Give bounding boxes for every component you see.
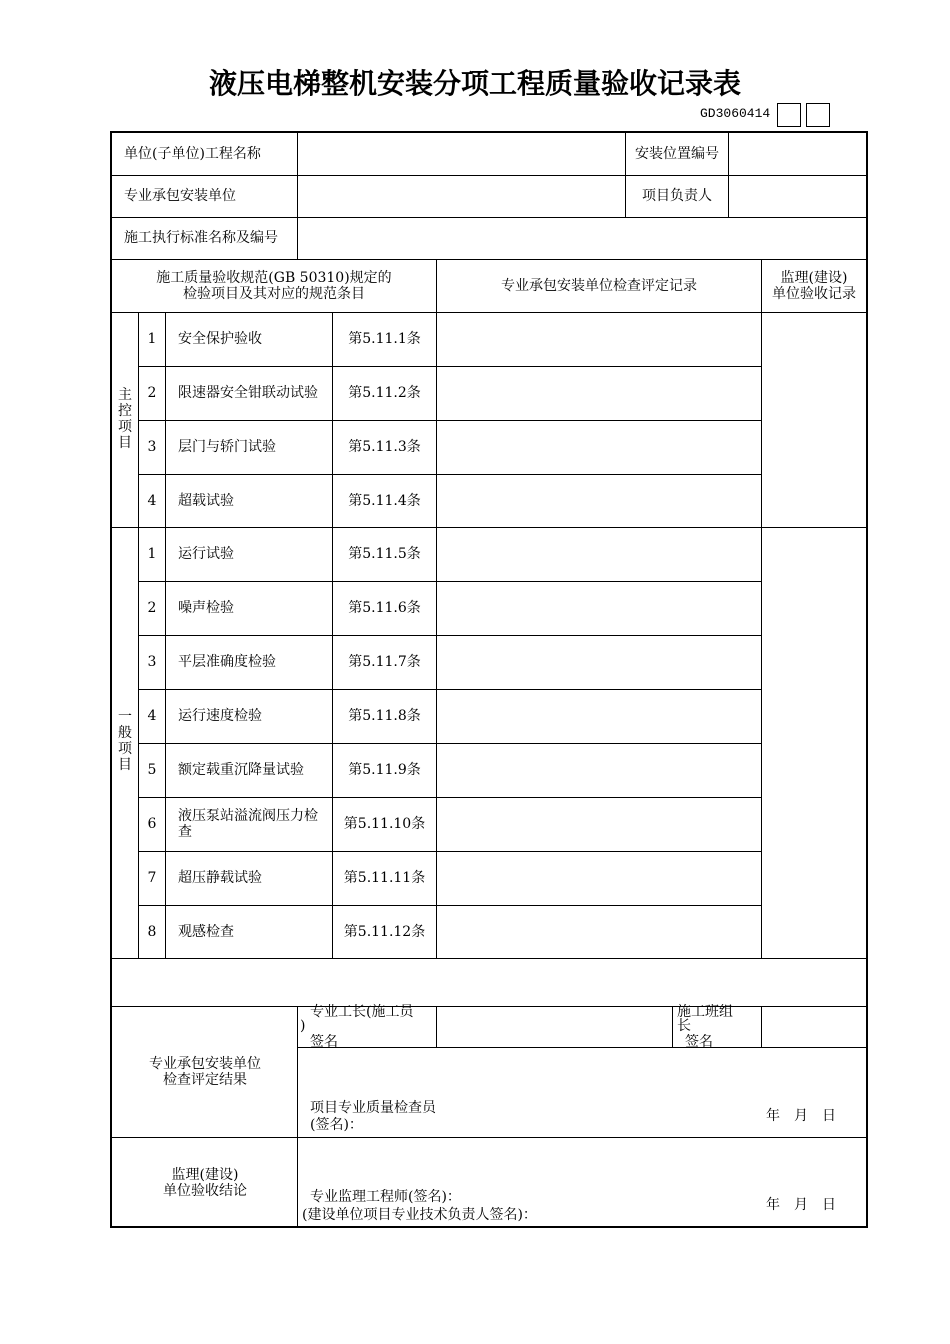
supervision-header-line2: 单位验收记录 [772, 285, 856, 302]
item-number: 6 [147, 816, 157, 832]
item-name: 层门与轿门试验 [178, 439, 276, 455]
spec-header-line1: 施工质量验收规范(GB 50310)规定的 [156, 269, 392, 286]
spec-header-line2: 检验项目及其对应的规范条目 [183, 285, 365, 302]
result-label [112, 1047, 298, 1097]
item-check-record-field[interactable] [437, 366, 761, 420]
grid-line-v [672, 1006, 673, 1047]
item-check-record-field[interactable] [437, 527, 761, 581]
main-items-group-label: 主控项目 [118, 387, 132, 451]
item-number: 5 [147, 762, 157, 778]
install-position-label: 安装位置编号 [635, 146, 719, 162]
general-items-group-label: 一般项目 [118, 709, 132, 773]
item-clause: 第5.11.3条 [348, 439, 421, 455]
conclusion-label-line2: 单位验收结论 [163, 1183, 247, 1199]
engineer-label-line2: (建设单位项目专业技术负责人签名)： [302, 1207, 537, 1223]
conclusion-label [112, 1158, 298, 1208]
conclusion-label-line1: 监理(建设) [171, 1167, 239, 1183]
team-leader-label-line2: 长 [677, 1018, 691, 1034]
item-clause: 第5.11.10条 [343, 816, 426, 832]
item-clause: 第5.11.5条 [348, 546, 421, 562]
item-number: 4 [147, 708, 157, 724]
item-check-record-field[interactable] [437, 420, 761, 474]
supervision-header-line1: 监理(建设) [780, 269, 848, 286]
spec-header [112, 259, 436, 312]
result-label-line1: 专业承包安装单位 [149, 1056, 261, 1072]
item-check-record-field[interactable] [437, 312, 761, 366]
result-label-line2: 检查评定结果 [163, 1072, 247, 1088]
item-check-record-field[interactable] [437, 581, 761, 635]
unit-project-name-field[interactable] [298, 133, 625, 175]
item-check-record-field[interactable] [437, 689, 761, 743]
foreman-sign-field[interactable] [437, 1007, 672, 1047]
item-check-record-field[interactable] [437, 474, 761, 528]
team-leader-sign-label: 签名 [685, 1034, 713, 1048]
item-check-record-field[interactable] [437, 797, 761, 851]
item-number: 7 [147, 870, 157, 886]
item-name: 超压静载试验 [178, 870, 262, 886]
foreman-sign-label: 签名 [310, 1034, 338, 1048]
item-number: 8 [147, 924, 157, 940]
item-clause: 第5.11.12条 [343, 924, 426, 940]
grid-line-v [761, 312, 762, 958]
item-clause: 第5.11.2条 [348, 385, 421, 401]
item-name: 超载试验 [178, 493, 234, 509]
item-number: 4 [147, 493, 157, 509]
standard-name-field[interactable] [304, 217, 865, 259]
item-number: 1 [147, 331, 157, 347]
foreman-label-line2: ) [300, 1018, 306, 1034]
item-name: 平层准确度检验 [178, 654, 276, 670]
grid-line-v [165, 312, 166, 958]
item-name: 噪声检验 [178, 600, 234, 616]
item-clause: 第5.11.11条 [343, 870, 426, 886]
item-check-record-field[interactable] [437, 743, 761, 797]
inspector-label-line2: (签名)： [310, 1117, 363, 1133]
item-name: 液压泵站溢流阀压力检查 [178, 808, 318, 840]
grid-line-v [866, 131, 868, 1228]
code-box-1[interactable] [777, 103, 801, 127]
team-leader-sign-field[interactable] [762, 1007, 866, 1047]
item-number: 1 [147, 546, 157, 562]
foreman-label-line1: 专业工长(施工员 [310, 1004, 414, 1020]
project-manager-label: 项目负责人 [642, 188, 712, 204]
item-check-record-field[interactable] [437, 851, 761, 905]
item-clause: 第5.11.1条 [348, 331, 421, 347]
item-number: 3 [147, 654, 157, 670]
item-name: 观感检查 [178, 924, 234, 940]
grid-line-h [112, 1137, 866, 1138]
team-leader-label-line1: 施工班组 [677, 1004, 733, 1020]
inspector-label-line1: 项目专业质量检查员 [310, 1100, 436, 1116]
item-clause: 第5.11.4条 [348, 493, 421, 509]
item-number: 2 [147, 600, 157, 616]
grid-line-h [110, 1226, 868, 1228]
subcontract-unit-field[interactable] [298, 175, 625, 217]
unit-project-name-label: 单位(子单位)工程名称 [124, 146, 261, 162]
item-check-record-field[interactable] [437, 905, 761, 959]
item-name: 额定载重沉降量试验 [178, 762, 304, 778]
check-record-header: 专业承包安装单位检查评定记录 [501, 277, 697, 294]
item-clause: 第5.11.6条 [348, 600, 421, 616]
subcontract-unit-label: 专业承包安装单位 [124, 188, 236, 204]
inspector-date: 年 月 日 [766, 1108, 836, 1124]
install-position-field[interactable] [729, 133, 865, 175]
item-name: 限速器安全钳联动试验 [178, 385, 318, 401]
conclusion-date: 年 月 日 [766, 1197, 836, 1213]
item-number: 3 [147, 439, 157, 455]
item-clause: 第5.11.8条 [348, 708, 421, 724]
item-clause: 第5.11.9条 [348, 762, 421, 778]
engineer-label-line1: 专业监理工程师(签名)： [310, 1189, 461, 1205]
supervision-header [762, 259, 866, 312]
project-manager-field[interactable] [729, 175, 865, 217]
item-number: 2 [147, 385, 157, 401]
page-title: 液压电梯整机安装分项工程质量验收记录表 [208, 67, 741, 100]
item-name: 安全保护验收 [178, 331, 262, 347]
item-clause: 第5.11.7条 [348, 654, 421, 670]
item-check-record-field[interactable] [437, 635, 761, 689]
grid-line-h [297, 1047, 866, 1048]
item-name: 运行试验 [178, 546, 234, 562]
item-name: 运行速度检验 [178, 708, 262, 724]
standard-name-label: 施工执行标准名称及编号 [124, 230, 278, 246]
form-code: GD3060414 [700, 106, 771, 121]
code-box-2[interactable] [806, 103, 830, 127]
